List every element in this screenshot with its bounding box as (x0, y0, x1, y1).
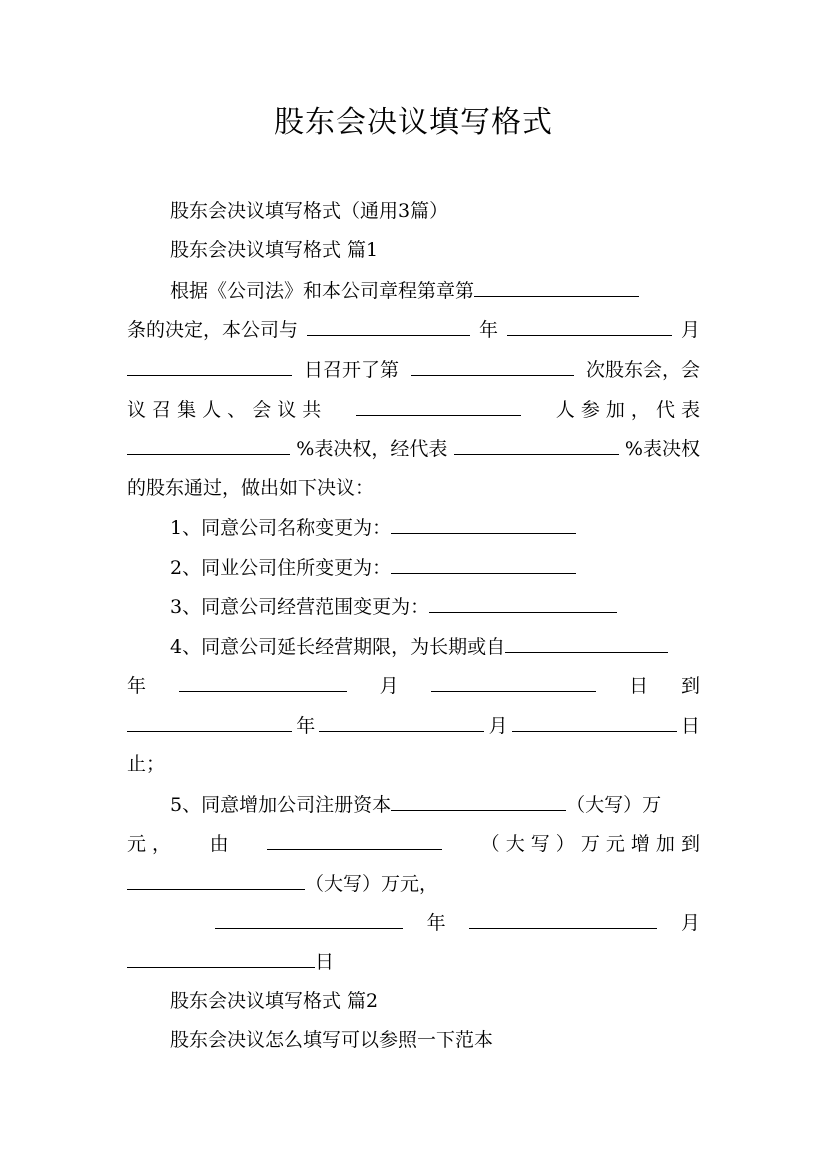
fill-blank (507, 317, 672, 336)
resolution-item-4: 4、同意公司延长经营期限，为长期或自 (170, 634, 700, 659)
fill-blank (391, 515, 576, 534)
paragraph-line: 股东会决议怎么填写可以参照一下范本 (170, 1029, 494, 1051)
document-title: 股东会决议填写格式 (274, 105, 553, 140)
paragraph-line: 的股东通过，做出如下决议： (127, 477, 375, 499)
paragraph-line: （大写）万元， (127, 871, 700, 896)
fill-blank (127, 713, 292, 732)
resolution-item-5: 5、同意增加公司注册资本 （大写）万 (170, 794, 662, 816)
fill-blank (429, 594, 617, 613)
doc-subtitle: 股东会决议填写格式（通用3篇） (170, 200, 449, 222)
fill-blank (179, 673, 347, 692)
section-heading-1: 股东会决议填写格式 篇1 (170, 239, 379, 261)
paragraph-line: 议 召 集 人 、 会 议 共 人 参 加 ， 代 表 (127, 399, 700, 421)
fill-blank (469, 910, 657, 929)
fill-blank (411, 357, 574, 376)
paragraph-line: %表决权，经代表 %表决权 (127, 436, 700, 461)
fill-blank (505, 634, 668, 653)
fill-blank (391, 555, 576, 574)
paragraph-line: 年 月 (215, 910, 700, 935)
paragraph-line: 日 (127, 949, 700, 974)
fill-blank (267, 831, 442, 850)
fill-blank (454, 436, 619, 455)
paragraph-line: 年 月 日 (127, 713, 700, 738)
fill-blank (127, 357, 292, 376)
fill-blank (356, 397, 521, 416)
fill-blank (512, 713, 677, 732)
fill-blank (127, 871, 305, 890)
paragraph-line: 元 ， 由 （ 大 写 ） 万 元 增 加 到 (127, 833, 700, 855)
fill-blank (127, 949, 315, 968)
resolution-item-1: 1、同意公司名称变更为： (170, 515, 700, 540)
paragraph-line: 日召开了第 次股东会，会 (127, 357, 700, 382)
resolution-item-3: 3、同意公司经营范围变更为： (170, 594, 700, 619)
paragraph-line: 止； (127, 753, 166, 775)
paragraph-line: 条的决定，本公司与 年 月 (127, 319, 700, 341)
fill-blank (474, 278, 639, 297)
section-heading-2: 股东会决议填写格式 篇2 (170, 990, 379, 1012)
fill-blank (319, 713, 484, 732)
fill-blank (215, 910, 403, 929)
resolution-item-2: 2、同业公司住所变更为： (170, 555, 700, 580)
paragraph-line: 根据《公司法》和本公司章程第章第 (170, 278, 700, 303)
fill-blank (431, 673, 596, 692)
fill-blank (127, 436, 290, 455)
paragraph-line: 年 月 日 到 (127, 675, 700, 697)
fill-blank (391, 792, 566, 811)
fill-blank (307, 317, 470, 336)
